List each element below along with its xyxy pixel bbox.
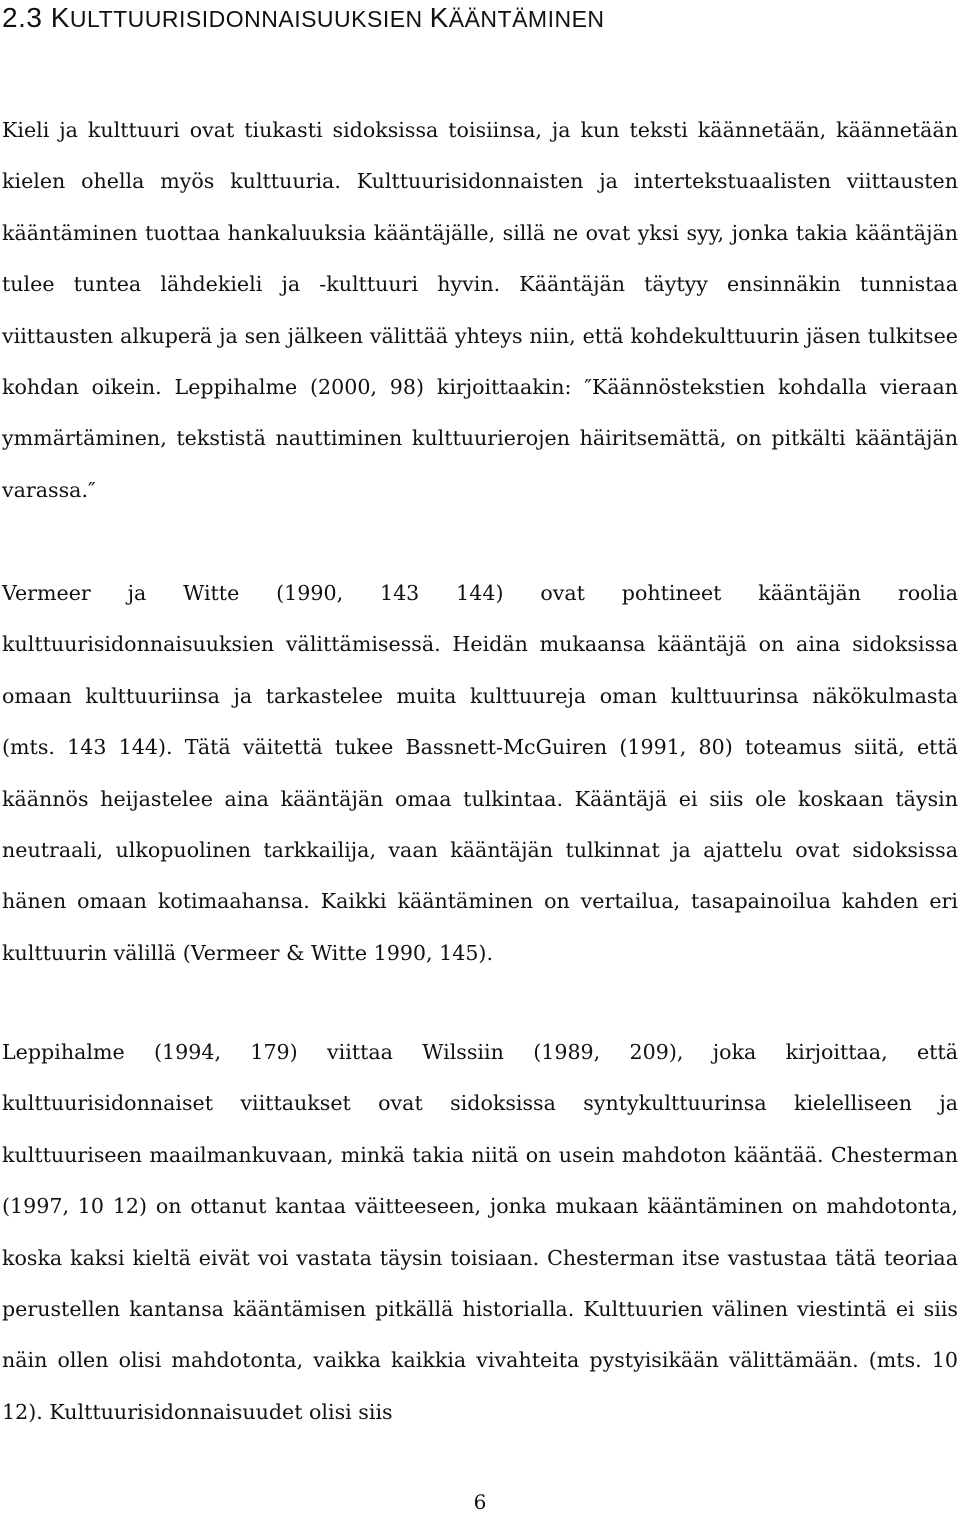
paragraph-2: Vermeer ja Witte (1990, 143 144) ovat pohtineet kääntäjän roolia kulttuurisidonnaisuuksien välittämisessä. Heidän mukaansa kääntäjä on aina sidoksissa omaan kulttuuriinsa ja tarkastelee muita kulttuureja oman kulttuurinsa näkökulmasta (mts. 143 144). Tätä väitettä tukee Bassnett-McGuiren (1991, 80) toteamus siitä, että käännös heijastelee aina kääntäjän omaa tulkintaa. Kääntäjä ei siis ole koskaan täysin neutraali, ulkopuolinen tarkkailija, vaan kääntäjän tulkinnat ja ajattelu ovat sidoksissa hänen omaan kotimaahansa. Kaikki kääntäminen on vertailua, tasapainoilua kahden eri kulttuurin välillä (Vermeer & Witte 1990, 145). bbox=[2, 581, 958, 965]
heading-smallcaps-1: ULTTUURISIDONNAISUUKSIEN bbox=[69, 6, 430, 32]
section-number: 2.3 bbox=[2, 2, 51, 33]
page-number: 6 bbox=[473, 1490, 487, 1514]
heading-initial-1: K bbox=[50, 2, 70, 33]
heading-initial-2: K bbox=[429, 2, 449, 33]
paragraph-1: Kieli ja kulttuuri ovat tiukasti sidoksissa toisiinsa, ja kun teksti käännetään, käännetään kielen ohella myös kulttuuria. Kulttuurisidonnaisten ja intertekstuaalisten viittausten kääntäminen tuottaa hankaluuksia kääntäjälle, sillä ne ovat yksi syy, jonka takia kääntäjän tulee tuntea lähdekieli ja -kulttuuri hyvin. Kääntäjän täytyy ensinnäkin tunnistaa viittausten alkuperä ja sen jälkeen välittää yhteys niin, että kohdekulttuurin jäsen tulkitsee kohdan oikein. Leppihalme (2000, 98) kirjoittaakin: ″Käännöstekstien kohdalla vieraan ymmärtäminen, tekstistä nauttiminen kulttuurierojen häiritsemättä, on pitkälti kääntäjän varassa.″ bbox=[2, 118, 958, 502]
paragraph-3: Leppihalme (1994, 179) viittaa Wilssiin (1989, 209), joka kirjoittaa, että kulttuurisidonnaiset viittaukset ovat sidoksissa syntykulttuurinsa kielelliseen ja kulttuuriseen maailmankuvaan, minkä takia niitä on usein mahdoton kääntää. Chesterman (1997, 10 12) on ottanut kantaa väitteeseen, jonka mukaan kääntäminen on mahdotonta, koska kaksi kieltä eivät voi vastata täysin toisiaan. Chesterman itse vastustaa tätä teoriaa perustellen kantansa kääntämisen pitkällä historialla. Kulttuurien välinen viestintä ei siis näin ollen olisi mahdotonta, vaikka kaikkia vivahteita pystyisikään välittämään. (mts. 10 12). Kulttuurisidonnaisuudet olisi siis bbox=[2, 1040, 958, 1424]
section-heading bbox=[2, 0, 605, 37]
heading-smallcaps-2: ÄÄNTÄMINEN bbox=[448, 6, 605, 32]
